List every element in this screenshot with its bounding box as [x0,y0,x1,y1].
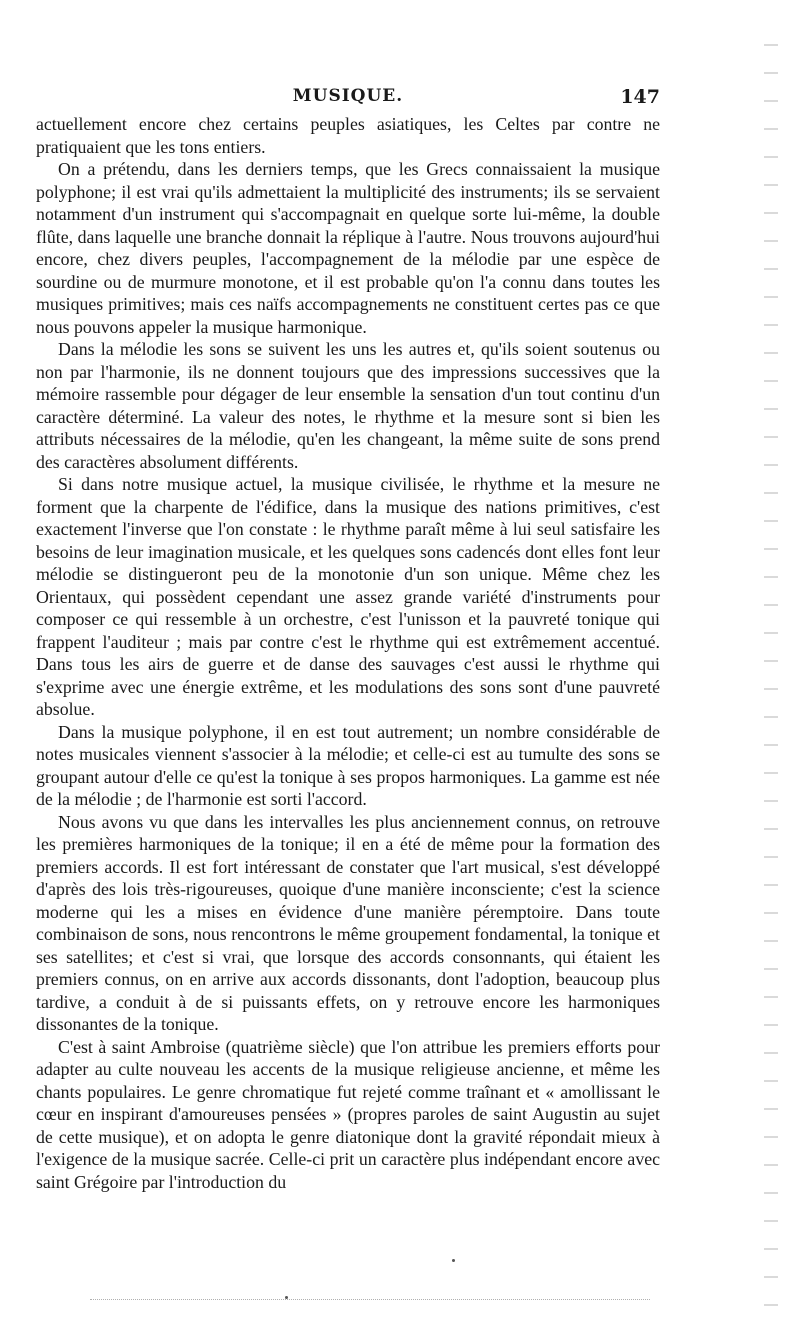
page-number: 147 [620,86,660,108]
running-title: MUSIQUE. [292,86,404,106]
scan-speck [452,1259,455,1262]
body-text [36,113,660,1193]
paragraph: Dans la mélodie les sons se suivent les uns les autres et, qu'ils soient soutenus ou non par l'harmonie, ils ne donnent toujours que des impressions successives que la mémoire rassemble pour dégager de leur ensemble la sensation d'un tout continu d'un caractère déterminé. La valeur des notes, le rhythme et la mesure sont si bien les attributs nécessaires de la mélodie, qu'en les changeant, la même suite de sons prend des caractères absolument différents. [36,339,660,472]
paragraph: C'est à saint Ambroise (quatrième siècle) que l'on attribue les premiers efforts pour adapter au culte nouveau les accents de la musique religieuse ancienne, et même les chants populaires. Le genre chromatique fut rejeté comme traînant et « amollissant le cœur en inspirant d'amoureuses pensées » (propres paroles de saint Augustin au sujet de cette musique), et on adopta le genre diatonique dont la gravité répondait mieux à l'exigence de la musique sacrée. Celle-ci prit un caractère plus indépendant encore avec saint Grégoire par l'introduction du [36,1036,660,1192]
page-header [36,86,660,112]
paragraph: Si dans notre musique actuel, la musique civilisée, le rhythme et la mesure ne forment que la charpente de l'édifice, dans la musique des nations primitives, c'est exactement l'inverse que l'on constate : le rhythme paraît même à lui seul satisfaire les besoins de leur imagination musicale, et les quelques sons cadencés dont elles font leur mélodie se distingueront peu de la monotonie d'un son unique. Même chez les Orientaux, qui possèdent cependant une assez grande variété d'instruments pour composer ce qui ressemble à un orchestre, c'est l'unisson et la pauvreté tonique qui frappent l'auditeur ; mais par contre c'est le rhythme qui est extrêmement accentué. Dans tous les airs de guerre et de danse des sauvages c'est aussi le rhythme qui s'exprime avec une énergie extrême, et les modulations des sons sont d'une pauvreté absolue. [36,474,660,719]
paragraph: actuellement encore chez certains peuples asiatiques, les Celtes par contre ne pratiquaient que les tons entiers. [36,114,660,157]
bottom-scan-line [90,1299,650,1301]
scan-margin-artifact [764,30,778,1310]
paragraph: On a prétendu, dans les derniers temps, que les Grecs connaissaient la musique polyphone; il est vrai qu'ils admettaient la multiplicité des instruments; ils se servaient notamment d'un instrument qui s'accompagnait en quelque sorte lui-même, la double flûte, dans laquelle une branche donnait la réplique à l'autre. Nous trouvons aujourd'hui encore, chez divers peuples, l'accompagnement de la mélodie par une espèce de sourdine ou de murmure monotone, et il est probable qu'on l'a connu dans toutes les musiques primitives; mais ces naïfs accompagnements ne constituent certes pas ce que nous pouvons appeler la musique harmonique. [36,159,660,337]
paragraph: Dans la musique polyphone, il en est tout autrement; un nombre considérable de notes musicales viennent s'associer à la mélodie; et celle-ci est au tumulte des sons se groupant autour d'elle ce qu'est la tonique à ses propos harmoniques. La gamme est née de la mélodie ; de l'harmonie est sorti l'accord. [36,721,660,809]
paragraph: Nous avons vu que dans les intervalles les plus anciennement connus, on retrouve les premières harmoniques de la tonique; il en a été de même pour la formation des premiers accords. Il est fort intéressant de constater que l'art musical, s'est développé d'après des lois très-rigoureuses, quoique d'une manière inconsciente; c'est la science moderne qui les a mises en évidence d'une manière péremptoire. Dans toute combinaison de sons, nous rencontrons le même groupement fondamental, la tonique et ses satellites; et c'est si vrai, que lorsque des accords consonnants, qui étaient les premiers connus, on en arrive aux accords dissonants, dont l'adoption, beaucoup plus tardive, a conduit à de si puissants effets, on y retrouve encore les harmoniques dissonantes de la tonique. [36,811,660,1034]
